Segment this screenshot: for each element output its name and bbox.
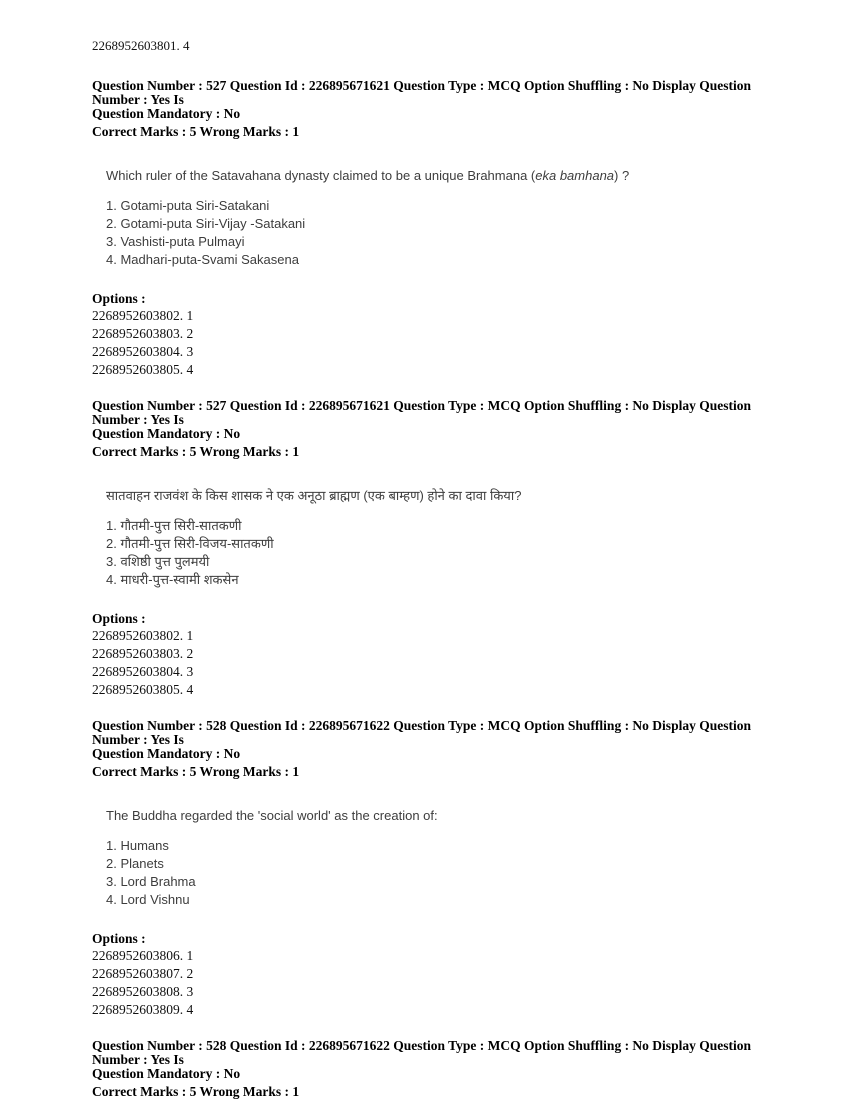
question-text bbox=[106, 487, 760, 504]
choice-item: 1. Gotami-puta Siri-Satakani bbox=[106, 198, 270, 213]
option-id-list bbox=[92, 307, 760, 379]
question-text-pre: सातवाहन राजवंश के किस शासक ने एक अनूठा ब्राह्मण (एक बाम्हण) होने का दावा किया? bbox=[106, 488, 522, 503]
marks-line: Correct Marks : 5 Wrong Marks : 1 bbox=[92, 1084, 300, 1099]
option-id-row: 2268952603805. 4 bbox=[92, 362, 194, 377]
question-meta-line1: Question Number : 527 Question Id : 226895671621 Question Type : MCQ Option Shuffling : No Display Question Number : Yes Is bbox=[92, 78, 751, 107]
option-id-row: 2268952603804. 3 bbox=[92, 664, 194, 679]
option-id-list bbox=[92, 947, 760, 1019]
question-meta bbox=[92, 719, 760, 761]
marks-line: Correct Marks : 5 Wrong Marks : 1 bbox=[92, 124, 300, 139]
choice-item: 3. वशिष्ठी पुत्त पुलमयी bbox=[106, 554, 210, 569]
question-text bbox=[106, 807, 760, 824]
options-heading: Options : bbox=[92, 931, 146, 946]
option-id-row: 2268952603803. 2 bbox=[92, 646, 194, 661]
question-block-527-en bbox=[92, 79, 760, 379]
option-id-row: 2268952603805. 4 bbox=[92, 682, 194, 697]
choice-item: 3. Lord Brahma bbox=[106, 874, 196, 889]
page-id: 2268952603801. 4 bbox=[92, 38, 190, 53]
options-heading: Options : bbox=[92, 611, 146, 626]
choice-item: 4. Madhari-puta-Svami Sakasena bbox=[106, 252, 299, 267]
option-id-row: 2268952603808. 3 bbox=[92, 984, 194, 999]
question-text-italic: eka bamhana bbox=[535, 168, 615, 183]
choice-item: 3. Vashisti-puta Pulmayi bbox=[106, 234, 245, 249]
question-meta-line2: Question Mandatory : No bbox=[92, 746, 241, 761]
question-text-pre: The Buddha regarded the 'social world' as the creation of: bbox=[106, 808, 438, 823]
question-meta-line1: Question Number : 528 Question Id : 226895671622 Question Type : MCQ Option Shuffling : No Display Question Number : Yes Is bbox=[92, 1038, 751, 1067]
question-block-527-hi bbox=[92, 399, 760, 699]
question-text bbox=[106, 167, 760, 184]
option-id-row: 2268952603803. 2 bbox=[92, 326, 194, 341]
choice-item: 2. Planets bbox=[106, 856, 164, 871]
option-id-row: 2268952603806. 1 bbox=[92, 948, 194, 963]
marks-line: Correct Marks : 5 Wrong Marks : 1 bbox=[92, 764, 300, 779]
options-heading: Options : bbox=[92, 291, 146, 306]
option-id-row: 2268952603802. 1 bbox=[92, 628, 194, 643]
choice-item: 4. Lord Vishnu bbox=[106, 892, 190, 907]
choice-item: 1. गौतमी-पुत्त सिरी-सातकणी bbox=[106, 518, 242, 533]
marks-line: Correct Marks : 5 Wrong Marks : 1 bbox=[92, 444, 300, 459]
option-id-row: 2268952603807. 2 bbox=[92, 966, 194, 981]
option-id-row: 2268952603804. 3 bbox=[92, 344, 194, 359]
question-meta bbox=[92, 1039, 760, 1081]
option-id-row: 2268952603802. 1 bbox=[92, 308, 194, 323]
option-id-row: 2268952603809. 4 bbox=[92, 1002, 194, 1017]
choice-item: 2. Gotami-puta Siri-Vijay -Satakani bbox=[106, 216, 306, 231]
question-meta-line2: Question Mandatory : No bbox=[92, 1066, 241, 1081]
question-meta bbox=[92, 399, 760, 441]
question-block-528-en bbox=[92, 719, 760, 1019]
choice-item: 4. माधरी-पुत्त-स्वामी शकसेन bbox=[106, 572, 239, 587]
choice-list bbox=[106, 197, 760, 269]
option-id-list bbox=[92, 627, 760, 699]
question-meta bbox=[92, 79, 760, 121]
choice-list bbox=[106, 517, 760, 589]
choice-item: 1. Humans bbox=[106, 838, 169, 853]
question-meta-line2: Question Mandatory : No bbox=[92, 106, 241, 121]
choice-list bbox=[106, 837, 760, 909]
question-block-528-hi-meta bbox=[92, 1039, 760, 1099]
question-meta-line1: Question Number : 527 Question Id : 226895671621 Question Type : MCQ Option Shuffling : No Display Question Number : Yes Is bbox=[92, 398, 751, 427]
question-text-pre: Which ruler of the Satavahana dynasty claimed to be a unique Brahmana ( bbox=[106, 168, 536, 183]
question-text-post: ) ? bbox=[614, 168, 630, 183]
question-meta-line2: Question Mandatory : No bbox=[92, 426, 241, 441]
question-meta-line1: Question Number : 528 Question Id : 226895671622 Question Type : MCQ Option Shuffling : No Display Question Number : Yes Is bbox=[92, 718, 751, 747]
choice-item: 2. गौतमी-पुत्त सिरी-विजय-सातकणी bbox=[106, 536, 274, 551]
